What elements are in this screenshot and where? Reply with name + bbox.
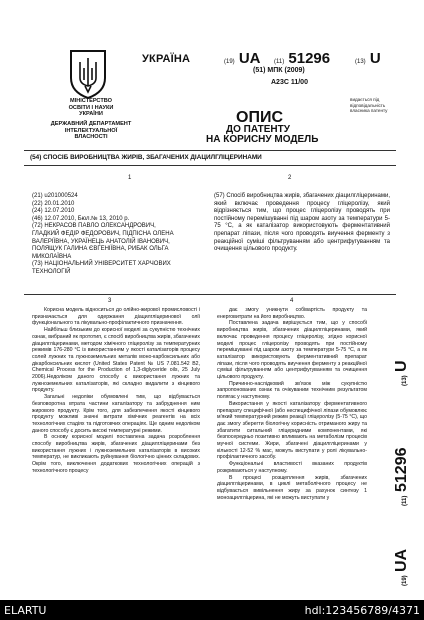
coat-of-arms-icon bbox=[68, 48, 108, 100]
divider bbox=[24, 165, 396, 166]
country-name: УКРАЇНА bbox=[142, 53, 191, 65]
paragraph: Корисна модель відноситься до олійно-жирової промисловості і призначається для одержання діацилгліцеринової олії функціонального та лікувально-профілактичного призначення. bbox=[32, 307, 200, 327]
vertical-kind-code: U bbox=[393, 360, 410, 372]
country-code-value: UA bbox=[238, 50, 261, 67]
ministry-name: МІНІСТЕРСТВО ОСВІТИ І НАУКИ УКРАЇНИ bbox=[68, 98, 114, 118]
kind-code bbox=[355, 50, 381, 67]
liability-stamp: видається під відповідальність власника патенту bbox=[350, 97, 388, 114]
paragraph: Функціональні властивості вказаних продуктів розкриваються у наступному. bbox=[217, 461, 367, 474]
biblio-line: (72) НЕКРАСОВ ПАВЛО ОЛЕКСАНДРОВИЧ, ГЛАДКИЙ ФЕДІР ФЕДОРОВИЧ, ПІДПІСНА ОЛЕНА ВАЛЕРІЇВНА, УКРАЇНЕЦЬ АНАТОЛІЙ ІВАНОВИЧ, ПОЛЯЩУК ГАЛИНА ЄВГЕНІЇВНА, РИБАК ОЛЬГА МИКОЛАЇВНА bbox=[32, 223, 174, 260]
mpk-classification bbox=[253, 67, 305, 74]
divider bbox=[24, 294, 396, 295]
paragraph: В процесі розщеплення жирів, збагачених діацилгліцеринами, в циклі метаболічного процесу не відбувається вивільнення жиру за рахунок синтезу 1 моноацилгліцерина, які не можуть виступати у bbox=[217, 474, 367, 501]
paragraph: Найбільш близьким до корисної моделі за сукупністю технічних ознак, вибраний як прототип, є спосіб виробництва жирів, збагачених діацилгліцеринами, методом хімічного гліцеролізу за температурних режимів 176-280 °C із використанням у якості каталізаторів процесу солей лужних та лужноземельних металів моно-карбоксильних або дікарбоксильних кислот (United States Patent № US 7.081.542 B2, Chemical Process for the Production of 1,3-diglyceride oils, 25 July 2006).Недоліком даного способу є використання лужних та лужноземельних каталізаторів, які складно видалити з кінцевого продукту. bbox=[32, 327, 200, 394]
biblio-line: (21) u201000524 bbox=[32, 193, 78, 199]
vertical-tag-11: (11) bbox=[402, 495, 408, 506]
mpk-label: МПК (2009) bbox=[267, 67, 305, 74]
biblio-line: (73) НАЦІОНАЛЬНИЙ УНІВЕРСИТЕТ ХАРЧОВИХ ТЕХНОЛОГІЙ bbox=[32, 261, 171, 275]
ipc-code: A23C 11/00 bbox=[271, 79, 308, 86]
footer-bar bbox=[0, 600, 424, 620]
column-number: 1 bbox=[128, 175, 132, 181]
inid-tag-11: (11) bbox=[274, 59, 285, 65]
document-subtitle-2: НА КОРИСНУ МОДЕЛЬ bbox=[206, 134, 319, 145]
document-subtitle: ДО ПАТЕНТУ bbox=[226, 124, 290, 135]
vertical-country-code: UA bbox=[393, 548, 410, 572]
biblio-line: (46) 12.07.2010, Бюл.№ 13, 2010 р. bbox=[32, 215, 130, 222]
footer-repository: ELARTU bbox=[4, 604, 47, 617]
footer-handle: hdl:123456789/4371 bbox=[304, 604, 420, 617]
inid-tag-13: (13) bbox=[355, 59, 366, 65]
patent-number bbox=[274, 50, 330, 67]
invention-title: (54) СПОСІБ ВИРОБНИЦТВА ЖИРІВ, ЗБАГАЧЕНИХ ДІАЦИЛГЛІЦЕРИНАМИ bbox=[30, 154, 262, 161]
vertical-patent-code bbox=[382, 318, 418, 588]
column-number: 2 bbox=[288, 175, 292, 181]
inid-tag-51: (51) bbox=[253, 67, 266, 74]
vertical-tag-13: (13) bbox=[402, 375, 408, 386]
bibliographic-data bbox=[32, 193, 182, 277]
country-code bbox=[224, 50, 261, 67]
paragraph: Поставлена задача вирішується тим, що у способі виробництва жирів, збагачених діацилгліцеринами, який включає проведення процесу гліцеролізу, згідно корисної моделі процес гліцеролізу проводять при постійному перемішуванні під шаром азоту за температури 5-75 °C, а як каталізатор використовують ферментативний препарат ліпази, після чого проводять виучення ферменту з реакційної суміші фільтруванням або центрифугуванням та очищення цільового продукту. bbox=[217, 320, 367, 381]
paragraph: Використання у якості каталізатору ферментативного препарату специфічної (або неспецифічної ліпази обумовлює м'який температурний режим реакції гліцеролізу (5-75 °C), що дає змогу зберегти біологічну корисність отриманого жиру та збагатити ситальний гліцеридними компонентами, які безпосередньо позитивно впливають на метаболізм процесів мучної системи. Жири, збагачені діацилгліцеринами у кількості 12-52 % мас, можуть виступати у ролі лікувально-профілактичного засобу. bbox=[217, 400, 367, 461]
page-number: 3 bbox=[108, 298, 112, 304]
page-number: 4 bbox=[290, 298, 294, 304]
divider bbox=[24, 150, 396, 151]
body-column-left bbox=[32, 307, 200, 475]
paragraph: Причинно-наслідковий зв'язок між сукупністю запропонованих ознак та очікуваним технічним результатом полягає у наступному. bbox=[217, 380, 367, 401]
kind-code-value: U bbox=[369, 50, 381, 67]
document-title: ОПИС bbox=[236, 109, 283, 126]
vertical-tag-19: (19) bbox=[402, 575, 408, 586]
paragraph: В основу корисної моделі поставлена задача розроблення способу виробництва жирів, збагачених діацилгліцеринами без використання лужних і лужноземельних каталізаторів в високих температур, не викликають руйнування біологічно цінних складових. Окрім того, виключення додаткових технологічних операцій з технологічного процесу bbox=[32, 434, 200, 474]
patent-number-value: 51296 bbox=[288, 50, 331, 67]
body-column-right bbox=[217, 307, 367, 501]
abstract: (57) Спосіб виробництва жирів, збагачених діацилгліцеринами, який включає проведення процесу гліцеролізу, який відрізняється тим, що процес гліцеролізу проводять при постійному перемішуванні під шаром азоту за температури 5-75 °C, а як каталізатор використовують ферментативний препарат ліпази, після чого проводять виучення ферменту з реакційної суміші фільтруванням або центрифугуванням та очищення цільового продукту. bbox=[214, 193, 390, 253]
biblio-line: (24) 12.07.2010 bbox=[32, 208, 75, 215]
inid-tag-19: (19) bbox=[224, 59, 235, 65]
department-name: ДЕРЖАВНИЙ ДЕПАРТАМЕНТ ІНТЕЛЕКТУАЛЬНОЇ ВЛАСНОСТІ bbox=[50, 121, 132, 141]
biblio-line: (22) 20.01.2010 bbox=[32, 200, 75, 207]
paragraph: дає змогу уникнути собівартість продукту та енерговитрати на його виробництво. bbox=[217, 307, 367, 320]
vertical-patent-number: 51296 bbox=[393, 447, 410, 492]
paragraph: Загальні недоліки обумовлені тим, що відбувається безповоротна втрата частини каталізатору та забруднення ним жирового продукту. Крім того, для забезпечення якості кінцевого продукту можливі значні витрати хімічних реагентів на всіх технологічних стадіях та підготовчих операціях. Ще одним недоліком даного способу є досить високі температурні режими. bbox=[32, 394, 200, 434]
